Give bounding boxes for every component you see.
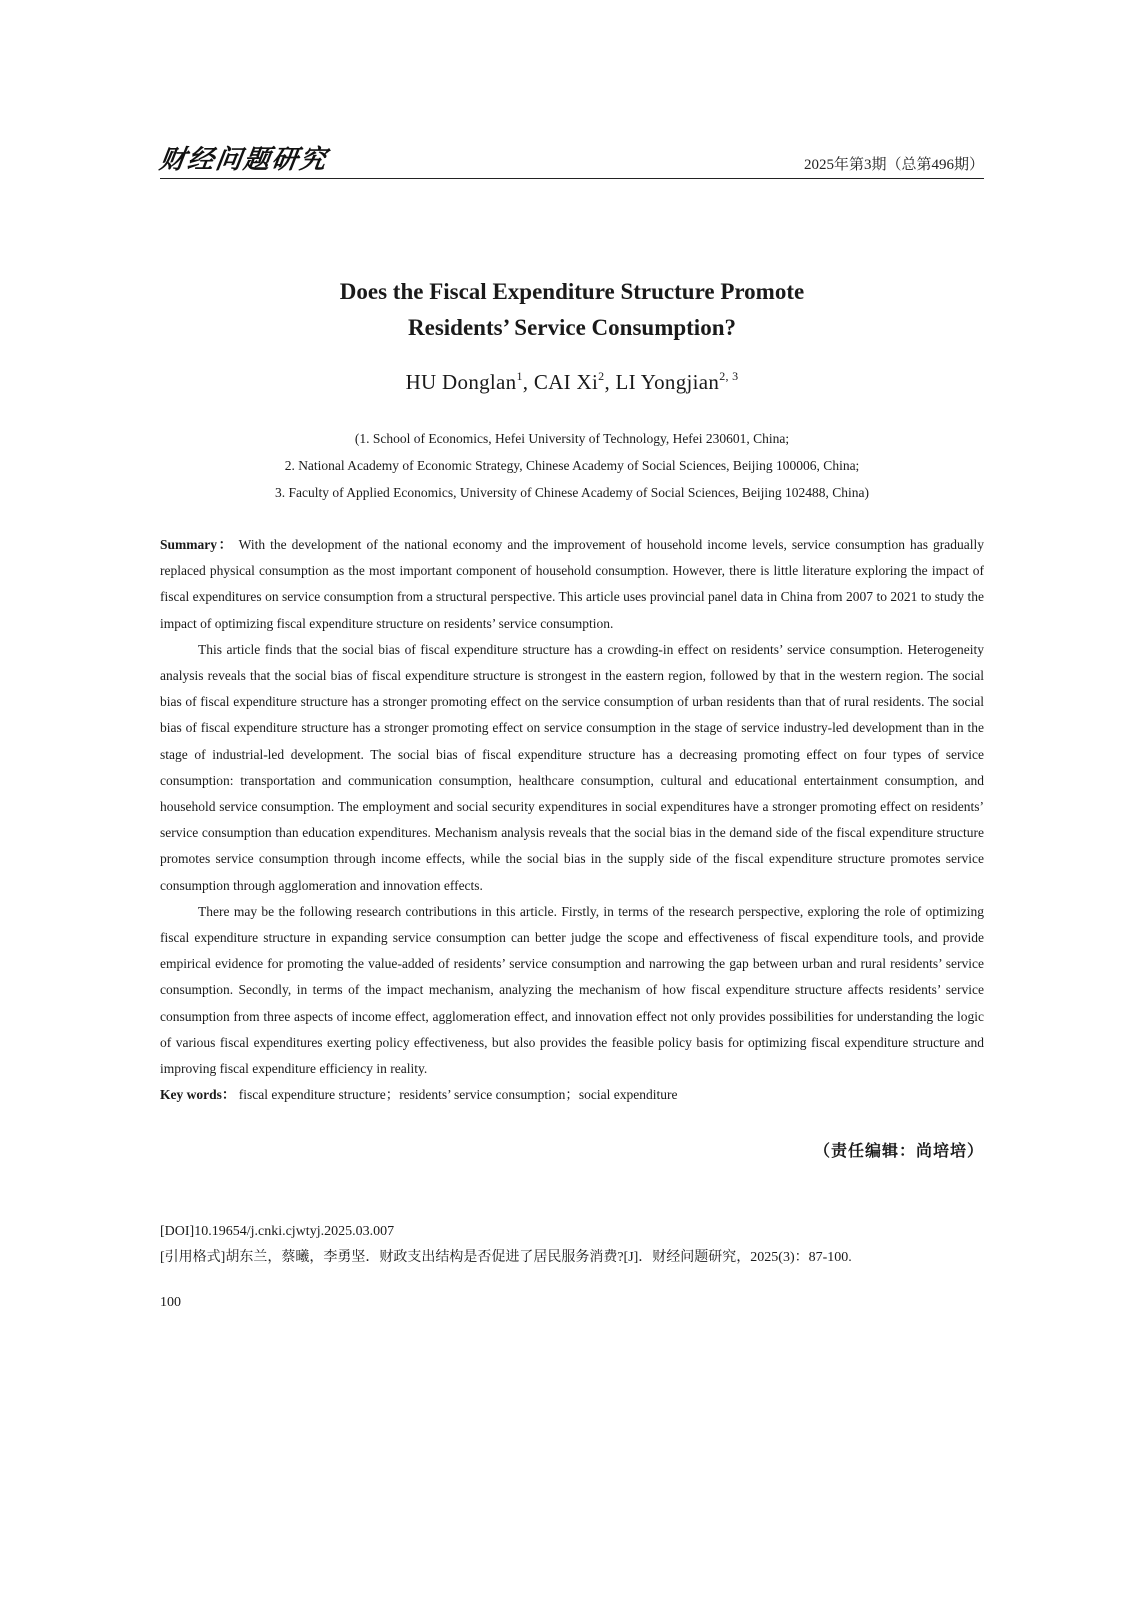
author-affiliation-mark: 2, 3 <box>719 369 739 383</box>
keywords-text: fiscal expenditure structure；residents’ service consumption；social expenditure <box>238 1087 678 1103</box>
title-line: Residents’ Service Consumption? <box>408 315 736 340</box>
keywords <box>160 1082 984 1108</box>
author-name: LI Yongjian <box>615 370 720 394</box>
citation-line: [引用格式]胡东兰，蔡曦，李勇坚．财政支出结构是否促进了居民服务消费?[J]．财经问题研究，2025(3)：87-100. <box>160 1250 852 1266</box>
summary-text: With the development of the national economy and the improvement of household income levels, service consumption has gradually replaced physical consumption as the most important component of household consumption. However, there is little literature exploring the impact of fiscal expenditures on service consumption from a structural perspective. This article uses provincial panel data in China from 2007 to 2021 to study the impact of optimizing fiscal expenditure structure on residents’ service consumption. <box>160 537 985 631</box>
running-header <box>157 140 984 179</box>
summary-section <box>160 532 984 1108</box>
reference-info <box>160 1219 984 1271</box>
paper-title <box>160 274 984 346</box>
author-affiliation-mark: 2 <box>598 369 605 383</box>
journal-logo: 财经问题研究 <box>157 145 330 175</box>
affiliation-line: (1. School of Economics, Hefei University of Technology, Hefei 230601, China; <box>354 431 790 446</box>
summary-paragraph: There may be the following research contributions in this article. Firstly, in terms of the research perspective, exploring the role of optimizing fiscal expenditure structure in expanding service consumption can better judge the scope and effectiveness of fiscal expenditure tools, and provide empirical evidence for promoting the value-added of residents’ service consumption and narrowing the gap between urban and rural residents’ service consumption. Secondly, in terms of the impact mechanism, analyzing the mechanism of how fiscal expenditure structure affects residents’ service consumption from three aspects of income effect, agglomeration effect, and innovation effect not only provides possibilities for understanding the logic of various fiscal expenditures exerting policy effectiveness, but also provides the feasible policy basis for optimizing fiscal expenditure structure and improving fiscal expenditure efficiency in reality. <box>160 903 984 1077</box>
keywords-label: Key words： <box>160 1087 236 1103</box>
paper-page <box>157 140 985 1311</box>
author-name: HU Donglan <box>405 370 517 394</box>
summary-paragraph <box>160 532 984 637</box>
affiliation-line: 2. National Academy of Economic Strategy, Chinese Academy of Social Sciences, Beijing 100006, China; <box>284 458 860 473</box>
title-line: Does the Fiscal Expenditure Structure Promote <box>339 279 805 304</box>
doi-line: [DOI]10.19654/j.cnki.cjwtyj.2025.03.007 <box>160 1224 395 1240</box>
issue-info: 2025年第3期（总第496期） <box>803 157 984 173</box>
author-list: HU Donglan$^1$, CAI Xi$^2$, LI Yongjian$^{2, 3}$ <box>405 369 739 394</box>
affiliations <box>160 425 984 506</box>
author-affiliation-mark: 1 <box>516 369 523 383</box>
author-name: CAI Xi <box>533 370 599 394</box>
affiliation-line: 3. Faculty of Applied Economics, University of Chinese Academy of Social Sciences, Beijing 102488, China) <box>275 485 869 500</box>
summary-paragraph: This article finds that the social bias of fiscal expenditure structure has a crowding-in effect on residents’ service consumption. Heterogeneity analysis reveals that the social bias of fiscal expenditure structure is strongest in the eastern region, followed by that in the western region. The social bias of fiscal expenditure structure has a stronger promoting effect on the service consumption of urban residents than that of rural residents. The social bias of fiscal expenditure structure has a stronger promoting effect on service consumption in the stage of service industry-led development than in the stage of industrial-led development. The social bias of fiscal expenditure structure has a decreasing promoting effect on four types of service consumption: transportation and communication consumption, healthcare consumption, cultural and educational entertainment consumption, and household service consumption. The employment and social security expenditures in social expenditures have a stronger promoting effect on residents’ service consumption than education expenditures. Mechanism analysis reveals that the social bias in the demand side of the fiscal expenditure structure promotes service consumption through income effects, while the social bias in the supply side of the fiscal expenditure structure promotes service consumption through agglomeration and innovation effects. <box>160 641 984 893</box>
page-number: 100 <box>160 1295 181 1311</box>
summary-label: Summary： <box>160 537 234 552</box>
editor-note: （责任编辑：尚培培） <box>813 1141 984 1161</box>
